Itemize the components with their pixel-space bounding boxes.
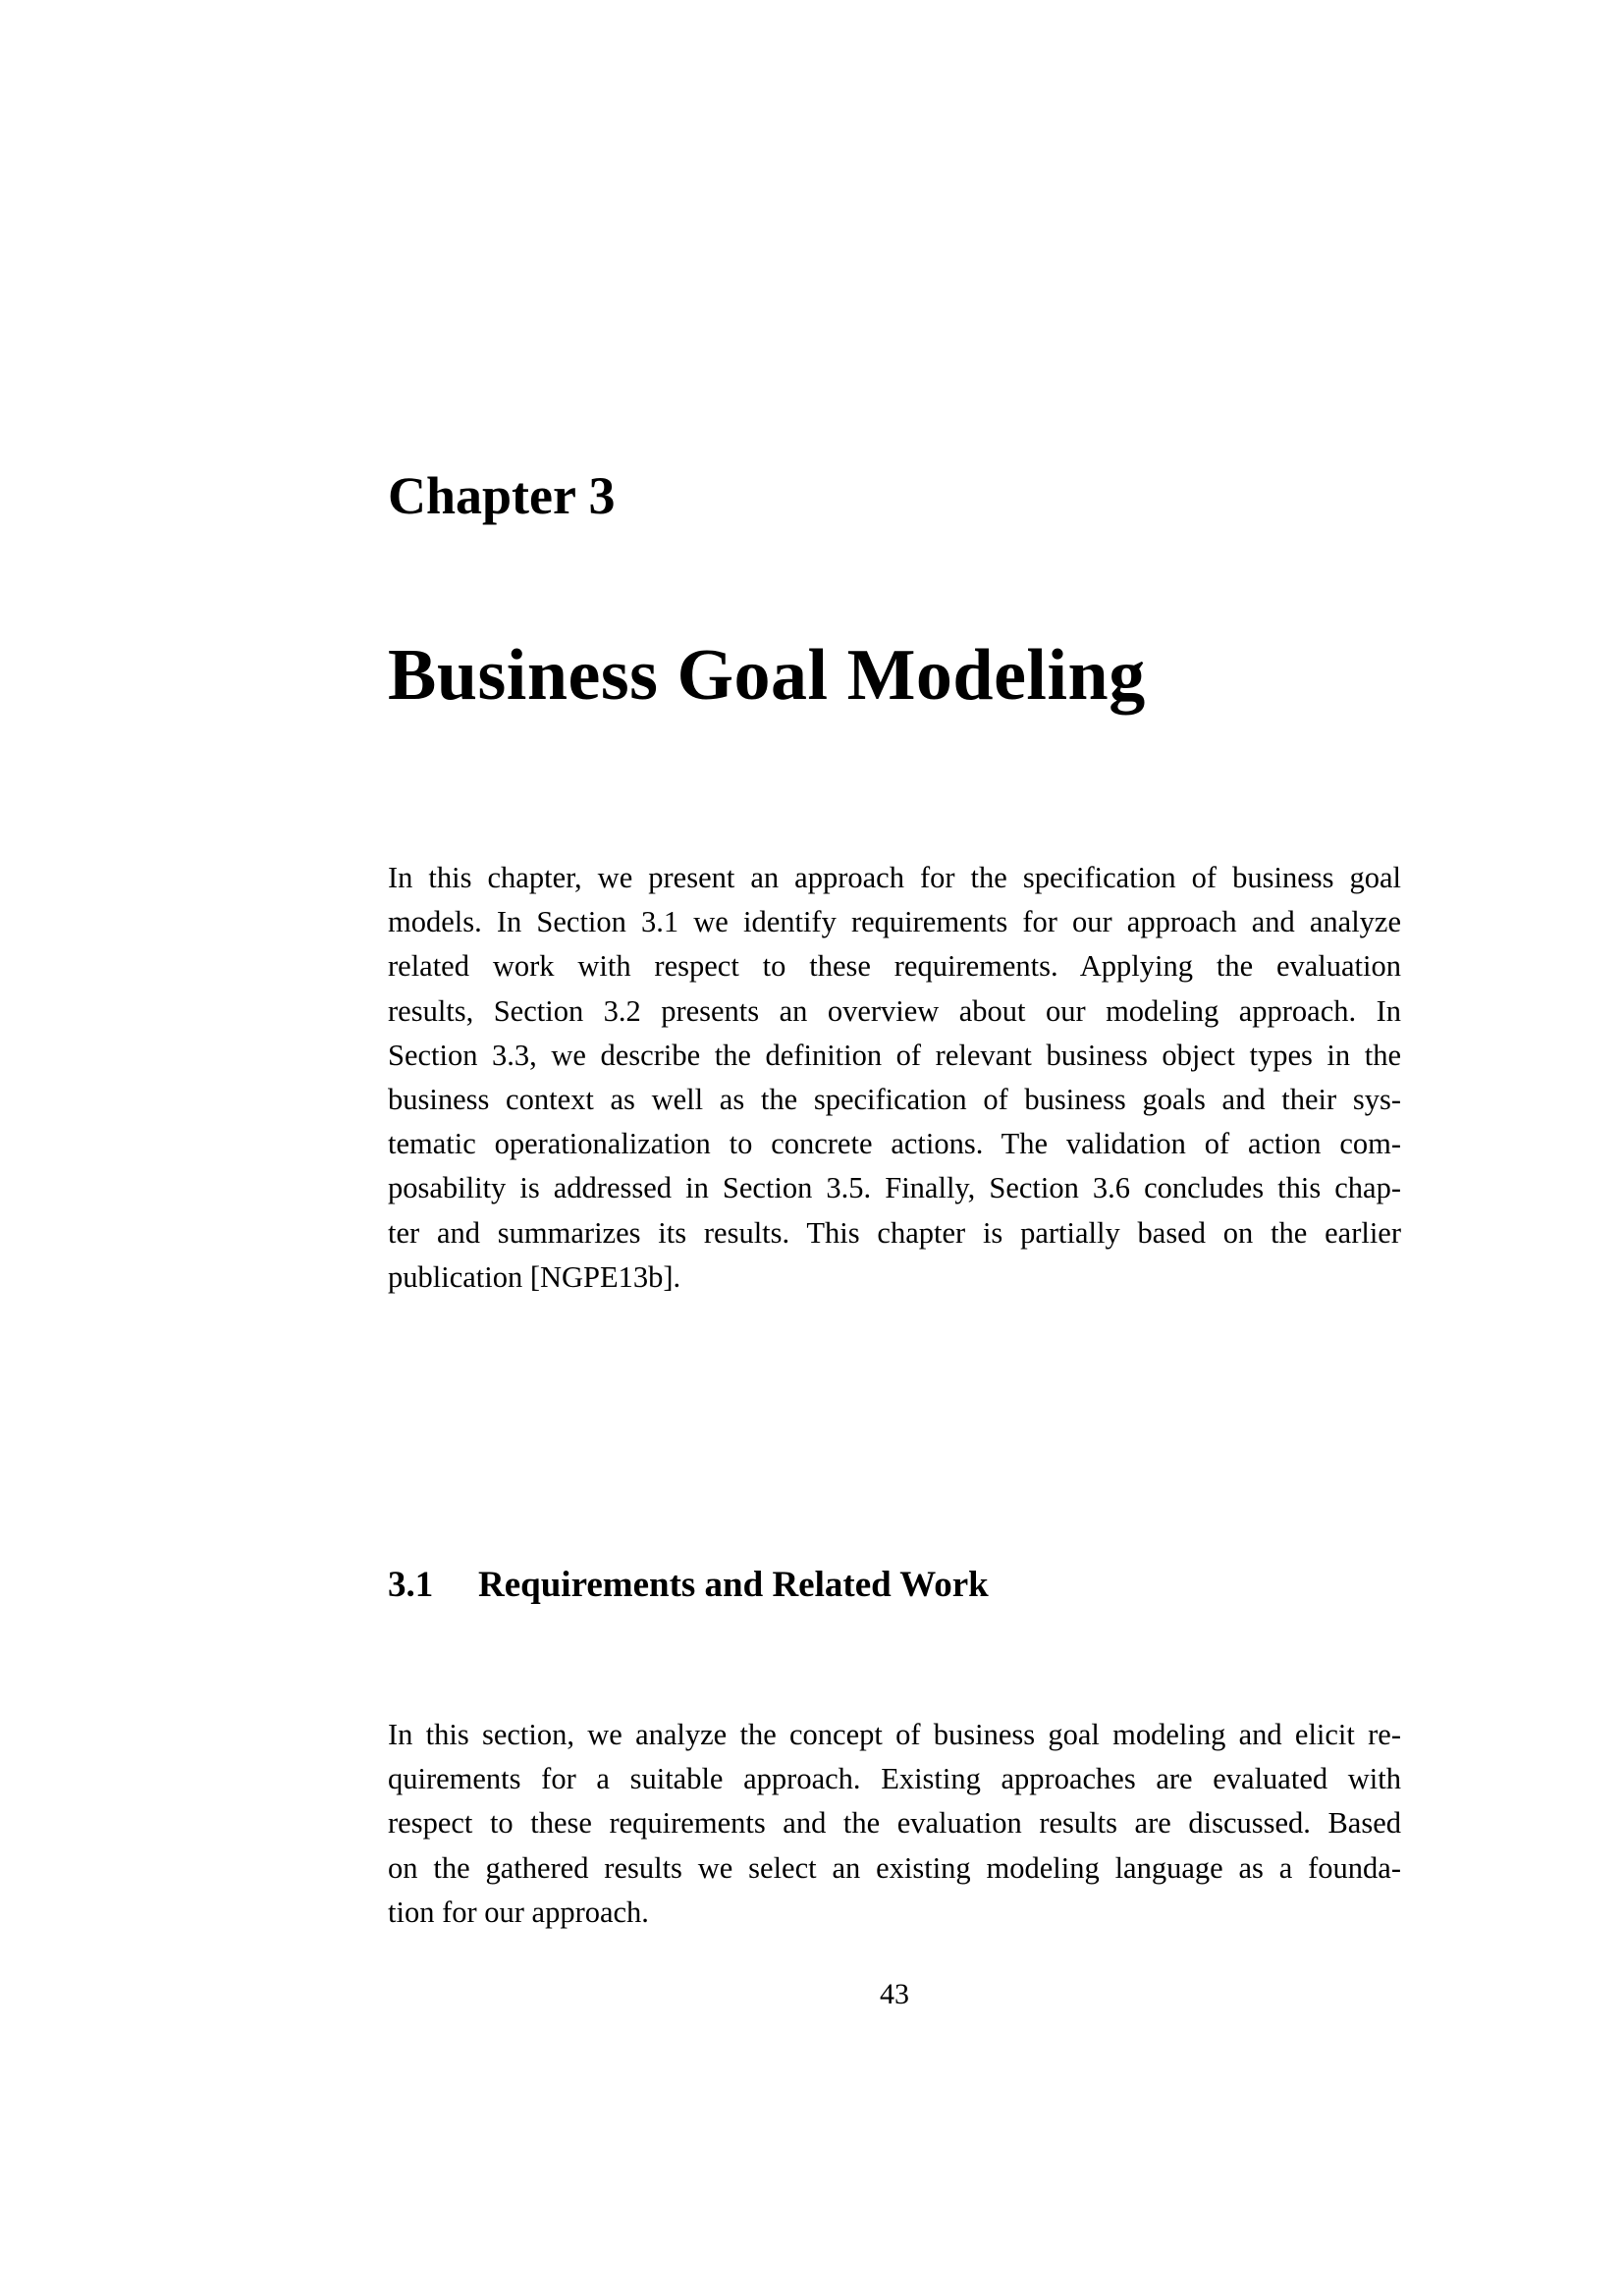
text-line: tion for our approach.	[388, 1895, 649, 1929]
section-heading	[388, 1561, 989, 1610]
text-line: business context as well as the specification of business goals and their sys-	[388, 1082, 1401, 1116]
intro-paragraph	[388, 856, 1401, 1300]
page-number-container	[0, 1975, 1624, 2014]
text-line: posability is addressed in Section 3.5. Finally, Section 3.6 concludes this chap-	[388, 1171, 1401, 1205]
text-line: In this chapter, we present an approach for the specification of business goal	[388, 861, 1401, 894]
chapter-title: Business Goal Modeling	[388, 635, 1146, 716]
text-line: publication [NGPE13b].	[388, 1259, 681, 1294]
text-line: In this section, we analyze the concept of business goal modeling and elicit re-	[388, 1718, 1401, 1751]
chapter-label: Chapter 3	[388, 466, 616, 525]
text-line: tematic operationalization to concrete actions. The validation of action com-	[388, 1127, 1401, 1161]
text-line: related work with respect to these requirements. Applying the evaluation	[388, 949, 1401, 984]
text-line: respect to these requirements and the evaluation results are discussed. Based	[388, 1806, 1401, 1841]
text-line: models. In Section 3.1 we identify requirements for our approach and analyze	[388, 905, 1401, 939]
text-line: on the gathered results we select an existing modeling language as a founda-	[388, 1850, 1401, 1885]
text-line: results, Section 3.2 presents an overview about our modeling approach. In	[388, 993, 1401, 1028]
page-number: 43	[880, 1978, 909, 2010]
section-title: Requirements and Related Work	[478, 1565, 989, 1605]
section-number: 3.1	[388, 1565, 434, 1605]
section-paragraph	[388, 1713, 1401, 1935]
text-line: ter and summarizes its results. This chapter is partially based on the earlier	[388, 1215, 1401, 1250]
text-line: quirements for a suitable approach. Existing approaches are evaluated with	[388, 1762, 1401, 1796]
text-line: Section 3.3, we describe the definition of relevant business object types in the	[388, 1038, 1401, 1072]
